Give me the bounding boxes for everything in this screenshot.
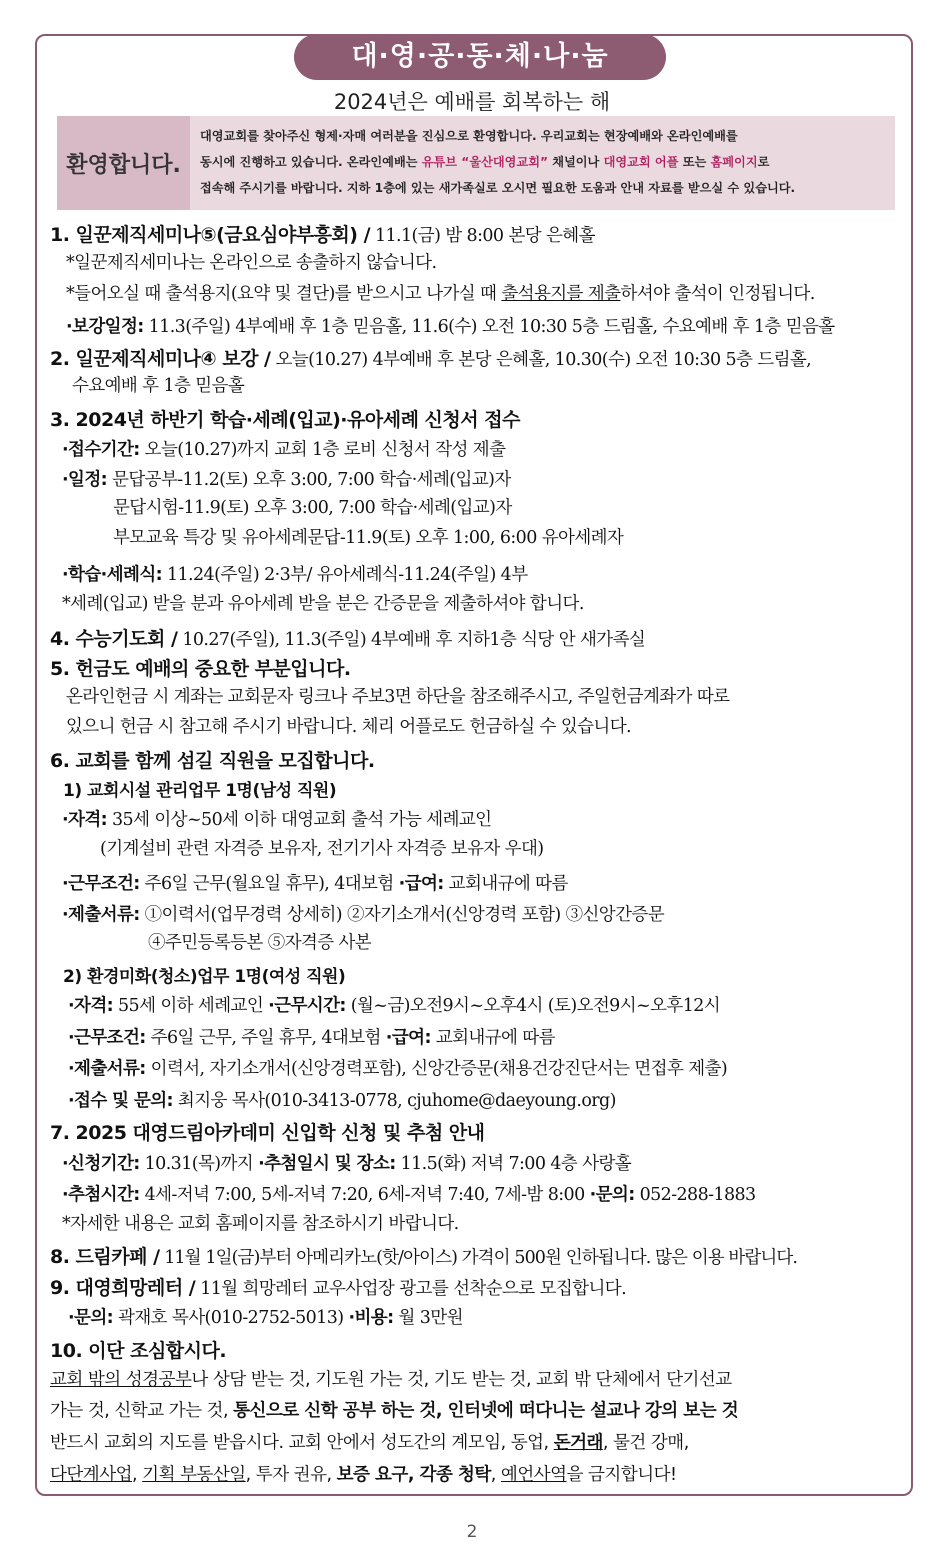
item-7-note: *자세한 내용은 교회 홈페이지를 참조하시기 바랍니다. bbox=[62, 1214, 459, 1234]
item-3-period: ·접수기간: 오늘(10.27)까지 교회 1층 로비 신청서 작성 제출 bbox=[62, 440, 506, 460]
item-3-schedule: 부모교육 특강 및 유아세례문답-11.9(토) 오후 1:00, 6:00 유아세례자 bbox=[113, 528, 624, 548]
item-8: 8. 드림카페 / 11월 1일(금)부터 아메리카노(핫/아이스) 가격이 500원 인하됩니다. 많은 이용 바랍니다. bbox=[50, 1246, 798, 1268]
item-3-schedule: ·일정: 문답공부-11.2(토) 오후 3:00, 7:00 학습·세례(입교)자 bbox=[62, 470, 511, 490]
item-5-text: 있으니 헌금 시 참고해 주시기 바랍니다. 체리 어플로도 헌금하실 수 있습니다. bbox=[66, 717, 632, 737]
item-1-note: *일꾼제직세미나는 온라인으로 송출하지 않습니다. bbox=[66, 253, 437, 273]
item-5-text: 온라인헌금 시 계좌는 교회문자 링크나 주보3면 하단을 참조해주시고, 주일헌금계좌가 따로 bbox=[66, 687, 730, 707]
welcome-line: 대영교회를 찾아주신 형제·자매 여러분을 진심으로 환영합니다. 우리교회는 현장예배와 온라인예배를 bbox=[200, 129, 738, 143]
welcome-text bbox=[190, 116, 895, 210]
item-6-2-text: ·자격: 55세 이하 세례교인 ·근무시간: (월~금)오전9시~오후4시 (토)오전9시~오후12시 bbox=[68, 996, 721, 1016]
item-6-1-text: ④주민등록등본 ⑤자격증 사본 bbox=[148, 933, 372, 953]
item-6-1-text: ·자격: 35세 이상~50세 이하 대영교회 출석 가능 세례교인 bbox=[62, 810, 492, 830]
item-3-note: *세례(입교) 받을 분과 유아세례 받을 분은 간증문을 제출하셔야 합니다. bbox=[62, 594, 584, 614]
welcome-box bbox=[57, 116, 895, 210]
item-6-1-text: ·제출서류: ①이력서(업무경력 상세히) ②자기소개서(신앙경력 포함) ③신앙간증문 bbox=[62, 905, 665, 925]
item-2-cont: 수요예배 후 1층 믿음홀 bbox=[72, 376, 245, 396]
welcome-title: 환영합니다. bbox=[57, 116, 190, 210]
welcome-line: 동시에 진행하고 있습니다. 온라인예배는 유튜브 “울산대영교회” 채널이나 대영교회 어플 또는 홈페이지로 bbox=[200, 155, 770, 169]
item-3-schedule: 문답시험-11.9(토) 오후 3:00, 7:00 학습·세례(입교)자 bbox=[113, 498, 512, 518]
item-3: 3. 2024년 하반기 학습·세례(입교)·유아세례 신청서 접수 bbox=[50, 409, 520, 431]
item-6-2-text: ·제출서류: 이력서, 자기소개서(신앙경력포함), 신앙간증문(채용건강진단서는 면접후 제출) bbox=[68, 1059, 728, 1079]
item-5: 5. 헌금도 예배의 중요한 부분입니다. bbox=[50, 658, 351, 680]
item-9: 9. 대영희망레터 / 11월 희망레터 교우사업장 광고를 선착순으로 모집합니다. bbox=[50, 1277, 627, 1299]
item-2: 2. 일꾼제직세미나④ 보강 / 오늘(10.27) 4부예배 후 본당 은혜홀, 10.30(수) 오전 10:30 5층 드림홀, bbox=[50, 348, 812, 370]
item-1-schedule: ·보강일정: 11.3(주일) 4부예배 후 1층 믿음홀, 11.6(수) 오전 10:30 5층 드림홀, 수요예배 후 1층 믿음홀 bbox=[66, 317, 835, 337]
item-10-text: 가는 것, 신학교 가는 것, 통신으로 신학 공부 하는 것, 인터넷에 떠다니는 설교나 강의 보는 것 bbox=[50, 1401, 739, 1421]
item-10: 10. 이단 조심합시다. bbox=[50, 1340, 227, 1362]
item-6-2: 2) 환경미화(청소)업무 1명(여성 직원) bbox=[63, 967, 346, 987]
item-7: 7. 2025 대영드림아카데미 신입학 신청 및 추첨 안내 bbox=[50, 1122, 485, 1144]
item-10-text: 다단계사업, 기획 부동산일, 투자 권유, 보증 요구, 각종 청탁, 예언사역을 금지합니다! bbox=[50, 1465, 677, 1485]
item-1-note: *들어오실 때 출석용지(요약 및 결단)를 받으시고 나가실 때 출석용지를 제출하셔야 출석이 인정됩니다. bbox=[66, 284, 815, 304]
item-6-1: 1) 교회시설 관리업무 1명(남성 직원) bbox=[63, 781, 337, 801]
item-10-text: 교회 밖의 성경공부나 상담 받는 것, 기도원 가는 것, 기도 받는 것, 교회 밖 단체에서 단기선교 bbox=[50, 1370, 732, 1390]
item-1: 1. 일꾼제직세미나⑤(금요심야부흥회) / 11.1(금) 밤 8:00 본당 은혜홀 bbox=[50, 224, 595, 246]
item-6-1-text: (기계설비 관련 자격증 보유자, 전기기사 자격증 보유자 우대) bbox=[100, 839, 544, 859]
item-7-text: ·신청기간: 10.31(목)까지 ·추첨일시 및 장소: 11.5(화) 저녁 7:00 4층 사랑홀 bbox=[62, 1154, 632, 1174]
item-7-text: ·추첨시간: 4세-저녁 7:00, 5세-저녁 7:20, 6세-저녁 7:40, 7세-밤 8:00 ·문의: 052-288-1883 bbox=[62, 1185, 756, 1205]
section-title: 대·영·공·동·체·나·눔 bbox=[294, 34, 666, 80]
welcome-line: 접속해 주시기를 바랍니다. 지하 1층에 있는 새가족실로 오시면 필요한 도움과 안내 자료를 받으실 수 있습니다. bbox=[200, 181, 796, 195]
item-3-ceremony: ·학습·세례식: 11.24(주일) 2·3부/ 유아세례식-11.24(주일) 4부 bbox=[62, 565, 528, 585]
page-number: 2 bbox=[466, 1522, 478, 1542]
item-9-text: ·문의: 곽재호 목사(010-2752-5013) ·비용: 월 3만원 bbox=[68, 1308, 463, 1328]
year-theme: 2024년은 예배를 회복하는 해 bbox=[333, 90, 611, 114]
item-6: 6. 교회를 함께 섬길 직원을 모집합니다. bbox=[50, 750, 375, 772]
item-6-2-text: ·근무조건: 주6일 근무, 주일 휴무, 4대보험 ·급여: 교회내규에 따름 bbox=[68, 1028, 555, 1048]
item-6-2-text: ·접수 및 문의: 최지웅 목사(010-3413-0778, cjuhome@daeyoung.org) bbox=[68, 1091, 616, 1111]
item-10-text: 반드시 교회의 지도를 받읍시다. 교회 안에서 성도간의 계모임, 동업, 돈거래, 물건 강매, bbox=[50, 1433, 689, 1453]
item-4: 4. 수능기도회 / 10.27(주일), 11.3(주일) 4부예배 후 지하1층 식당 안 새가족실 bbox=[50, 628, 646, 650]
item-6-1-text: ·근무조건: 주6일 근무(월요일 휴무), 4대보험 ·급여: 교회내규에 따름 bbox=[62, 874, 568, 894]
